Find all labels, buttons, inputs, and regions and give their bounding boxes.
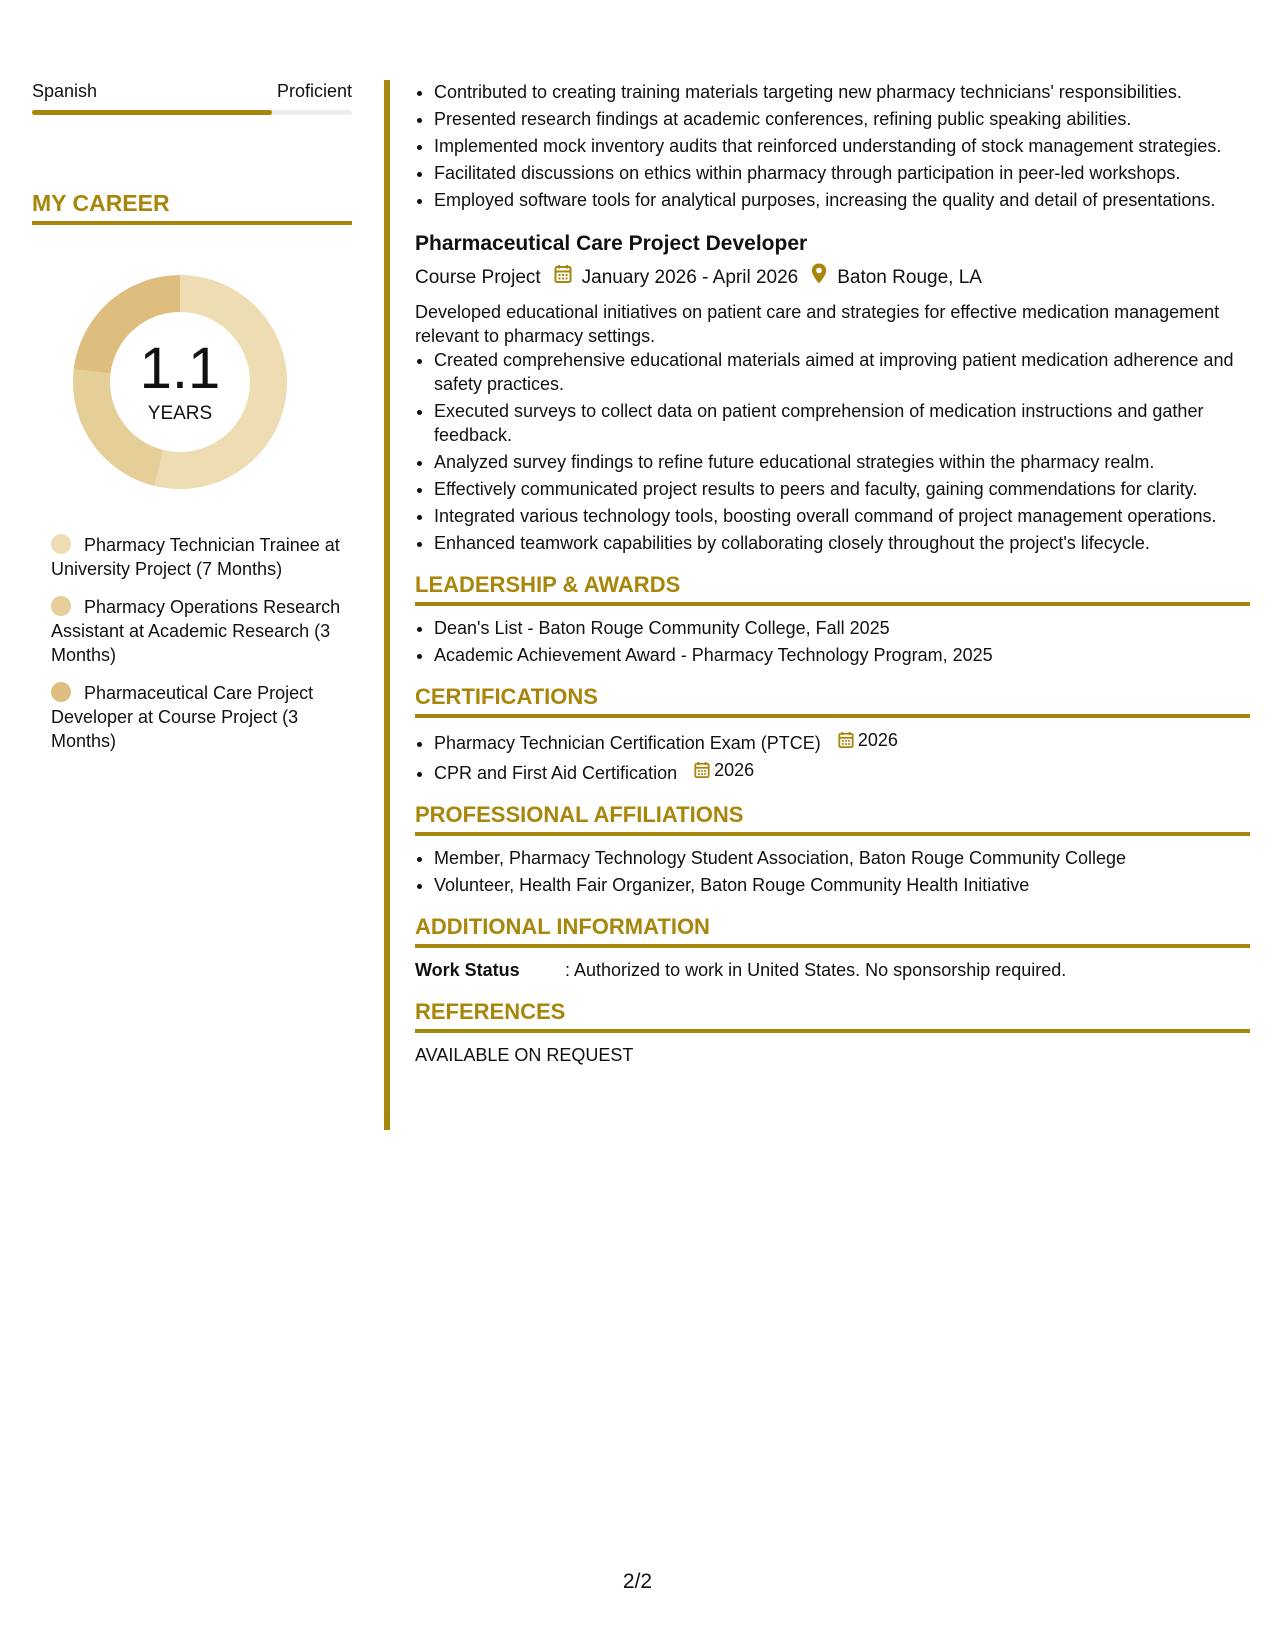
- certification-date: [694, 758, 754, 782]
- work-status-value: : Authorized to work in United States. No sponsorship required.: [565, 960, 1067, 980]
- list-item: • Effectively communicated project results to peers and faculty, gaining commendations for clarity.: [434, 477, 1250, 501]
- list-item: • Contributed to creating training materials targeting new pharmacy technicians' responsibilities.: [434, 80, 1250, 104]
- legend-dot: [51, 682, 71, 702]
- leadership-list: [415, 616, 1250, 667]
- list-item: • Presented research findings at academic conferences, refining public speaking abilities.: [434, 107, 1250, 131]
- legend-label: Pharmacy Technician Trainee at University Project (7 Months): [51, 535, 340, 579]
- certification-item: [434, 758, 1250, 785]
- career-legend: [51, 533, 341, 753]
- list-item: • Dean's List - Baton Rouge Community College, Fall 2025: [434, 616, 1250, 640]
- career-total-unit: YEARS: [147, 403, 213, 424]
- certifications-heading: CERTIFICATIONS: [415, 683, 1250, 718]
- list-item: • Created comprehensive educational materials aimed at improving patient medication adherence and safety practices.: [434, 348, 1250, 396]
- left-column: [32, 80, 352, 767]
- certification-item: [434, 728, 1250, 755]
- affiliations-list: [415, 846, 1250, 897]
- job-company: Course Project: [415, 266, 541, 288]
- list-item: • Volunteer, Health Fair Organizer, Baton Rouge Community Health Initiative: [434, 873, 1250, 897]
- work-status-label: Work Status: [415, 960, 520, 980]
- calendar-icon: [838, 731, 854, 749]
- leadership-heading: LEADERSHIP & AWARDS: [415, 571, 1250, 606]
- right-column: [415, 80, 1250, 1067]
- list-item: • Employed software tools for analytical purposes, increasing the quality and detail of presentations.: [434, 188, 1250, 212]
- calendar-icon: [694, 761, 710, 779]
- list-item: • Facilitated discussions on ethics within pharmacy through participation in peer-led workshops.: [434, 161, 1250, 185]
- work-status-row: [415, 958, 1250, 982]
- language-level: Proficient: [276, 81, 352, 101]
- list-item: • Analyzed survey findings to refine future educational strategies within the pharmacy realm.: [434, 450, 1250, 474]
- column-divider: [384, 80, 390, 1130]
- affiliations-heading: PROFESSIONAL AFFILIATIONS: [415, 801, 1250, 836]
- language-proficiency-bar: [32, 110, 352, 115]
- list-item: • Enhanced teamwork capabilities by collaborating closely throughout the project's lifecycle.: [434, 531, 1250, 555]
- list-item: • Integrated various technology tools, boosting overall command of project management operations.: [434, 504, 1250, 528]
- additional-info-heading: ADDITIONAL INFORMATION: [415, 913, 1250, 948]
- certification-name: Pharmacy Technician Certification Exam (PTCE): [434, 733, 821, 753]
- job-location: Baton Rouge, LA: [837, 266, 982, 288]
- job-meta: [415, 263, 1250, 292]
- list-item: • Implemented mock inventory audits that reinforced understanding of stock management strategies.: [434, 134, 1250, 158]
- certification-year: 2026: [714, 760, 755, 780]
- list-item: • Executed surveys to collect data on patient comprehension of medication instructions and gather feedback.: [434, 399, 1250, 447]
- page-number: 2/2: [622, 1570, 653, 1593]
- donut-center: [65, 267, 295, 497]
- job-bullets: [415, 348, 1250, 555]
- list-item: • Academic Achievement Award - Pharmacy Technology Program, 2025: [434, 643, 1250, 667]
- job-dates: January 2026 - April 2026: [581, 266, 799, 288]
- language-row: [32, 80, 352, 102]
- references-heading: REFERENCES: [415, 998, 1250, 1033]
- career-heading: MY CAREER: [32, 189, 352, 225]
- legend-dot: [51, 534, 71, 554]
- legend-dot: [51, 596, 71, 616]
- legend-item: [51, 533, 341, 581]
- job-description: Developed educational initiatives on patient care and strategies for effective medication management relevant to pharmacy settings.: [415, 302, 1220, 346]
- legend-item: [51, 595, 341, 667]
- list-item: • Member, Pharmacy Technology Student Association, Baton Rouge Community College: [434, 846, 1250, 870]
- language-proficiency-fill: [32, 110, 272, 115]
- references-text: AVAILABLE ON REQUEST: [415, 1045, 634, 1065]
- job-title: Pharmaceutical Care Project Developer: [415, 232, 808, 255]
- legend-item: [51, 681, 341, 753]
- legend-label: Pharmacy Operations Research Assistant at Academic Research (3 Months): [51, 597, 341, 665]
- certification-year: 2026: [857, 730, 898, 750]
- language-name: Spanish: [32, 81, 98, 101]
- career-total-value: 1.1: [139, 336, 221, 401]
- legend-label: Pharmaceutical Care Project Developer at Course Project (3 Months): [51, 683, 314, 751]
- calendar-icon: [554, 264, 572, 292]
- certification-name: CPR and First Aid Certification: [434, 763, 678, 783]
- career-donut-chart: [65, 267, 295, 497]
- location-pin-icon: [811, 263, 827, 292]
- previous-job-bullets: [415, 80, 1250, 212]
- certifications-list: [415, 728, 1250, 785]
- certification-date: [838, 728, 898, 752]
